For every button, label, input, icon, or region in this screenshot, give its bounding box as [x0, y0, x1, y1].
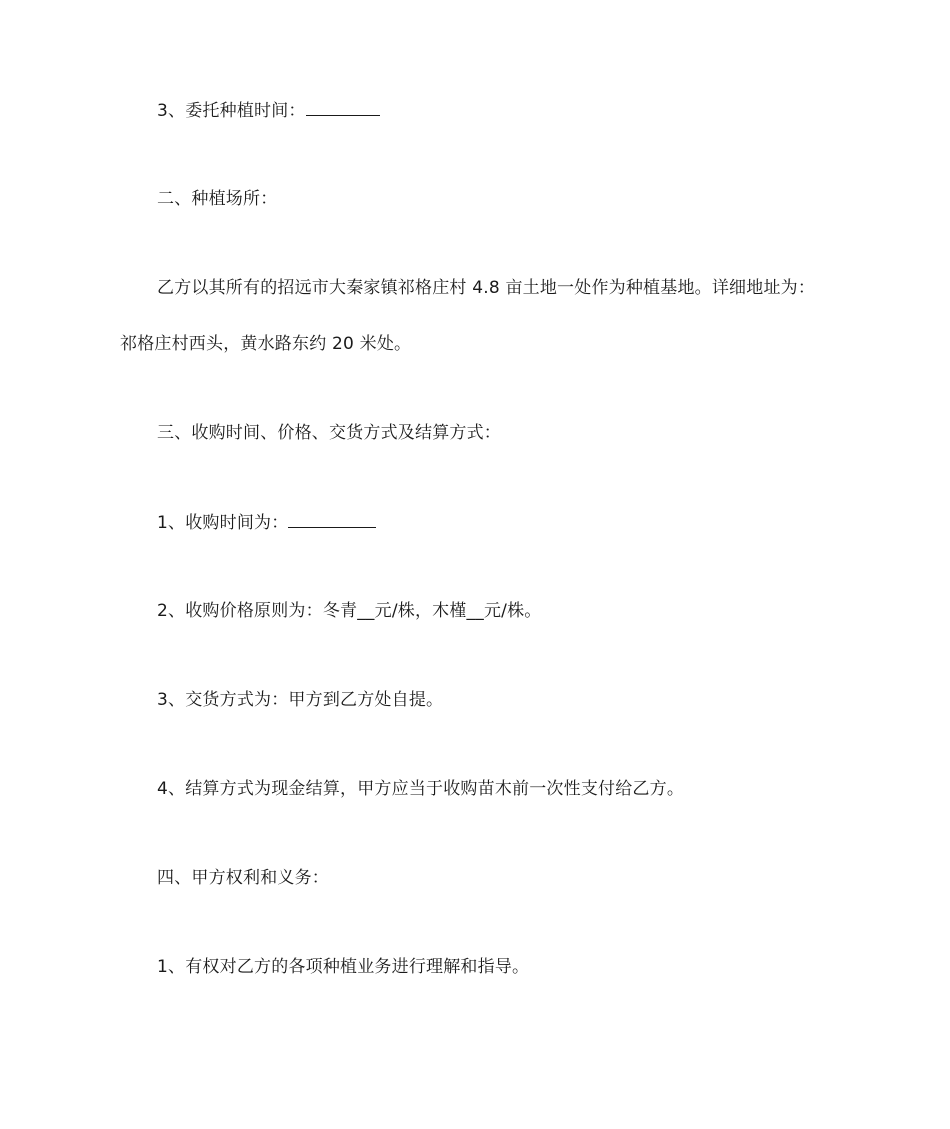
purchase-time-label: 1、收购时间为： [157, 513, 289, 533]
delivery-method-line: 3、交货方式为：甲方到乙方处自提。 [157, 690, 444, 710]
section-heading-party-a-rights: 四、甲方权利和义务： [157, 868, 329, 888]
section-heading-planting-site: 二、种植场所： [157, 189, 278, 209]
planting-site-paragraph-line-2: 祁格庄村西头，黄水路东约 20 米处。 [120, 334, 412, 354]
party-a-rights-item-1: 1、有权对乙方的各项种植业务进行理解和指导。 [157, 957, 530, 977]
planting-time-blank [306, 98, 380, 116]
planting-site-paragraph-line-1: 乙方以其所有的招远市大秦家镇祁格庄村 4.8 亩土地一处作为种植基地。详细地址为： [157, 278, 816, 298]
planting-time-line [120, 98, 877, 123]
planting-time-label: 3、委托种植时间： [157, 101, 306, 121]
purchase-price-line: 2、收购价格原则为：冬青__元/株，木槿__元/株。 [157, 601, 542, 621]
section-heading-purchase: 三、收购时间、价格、交货方式及结算方式： [157, 423, 501, 443]
purchase-time-blank [288, 510, 376, 528]
settlement-method-line: 4、结算方式为现金结算，甲方应当于收购苗木前一次性支付给乙方。 [157, 779, 685, 799]
purchase-time-line [120, 510, 877, 535]
